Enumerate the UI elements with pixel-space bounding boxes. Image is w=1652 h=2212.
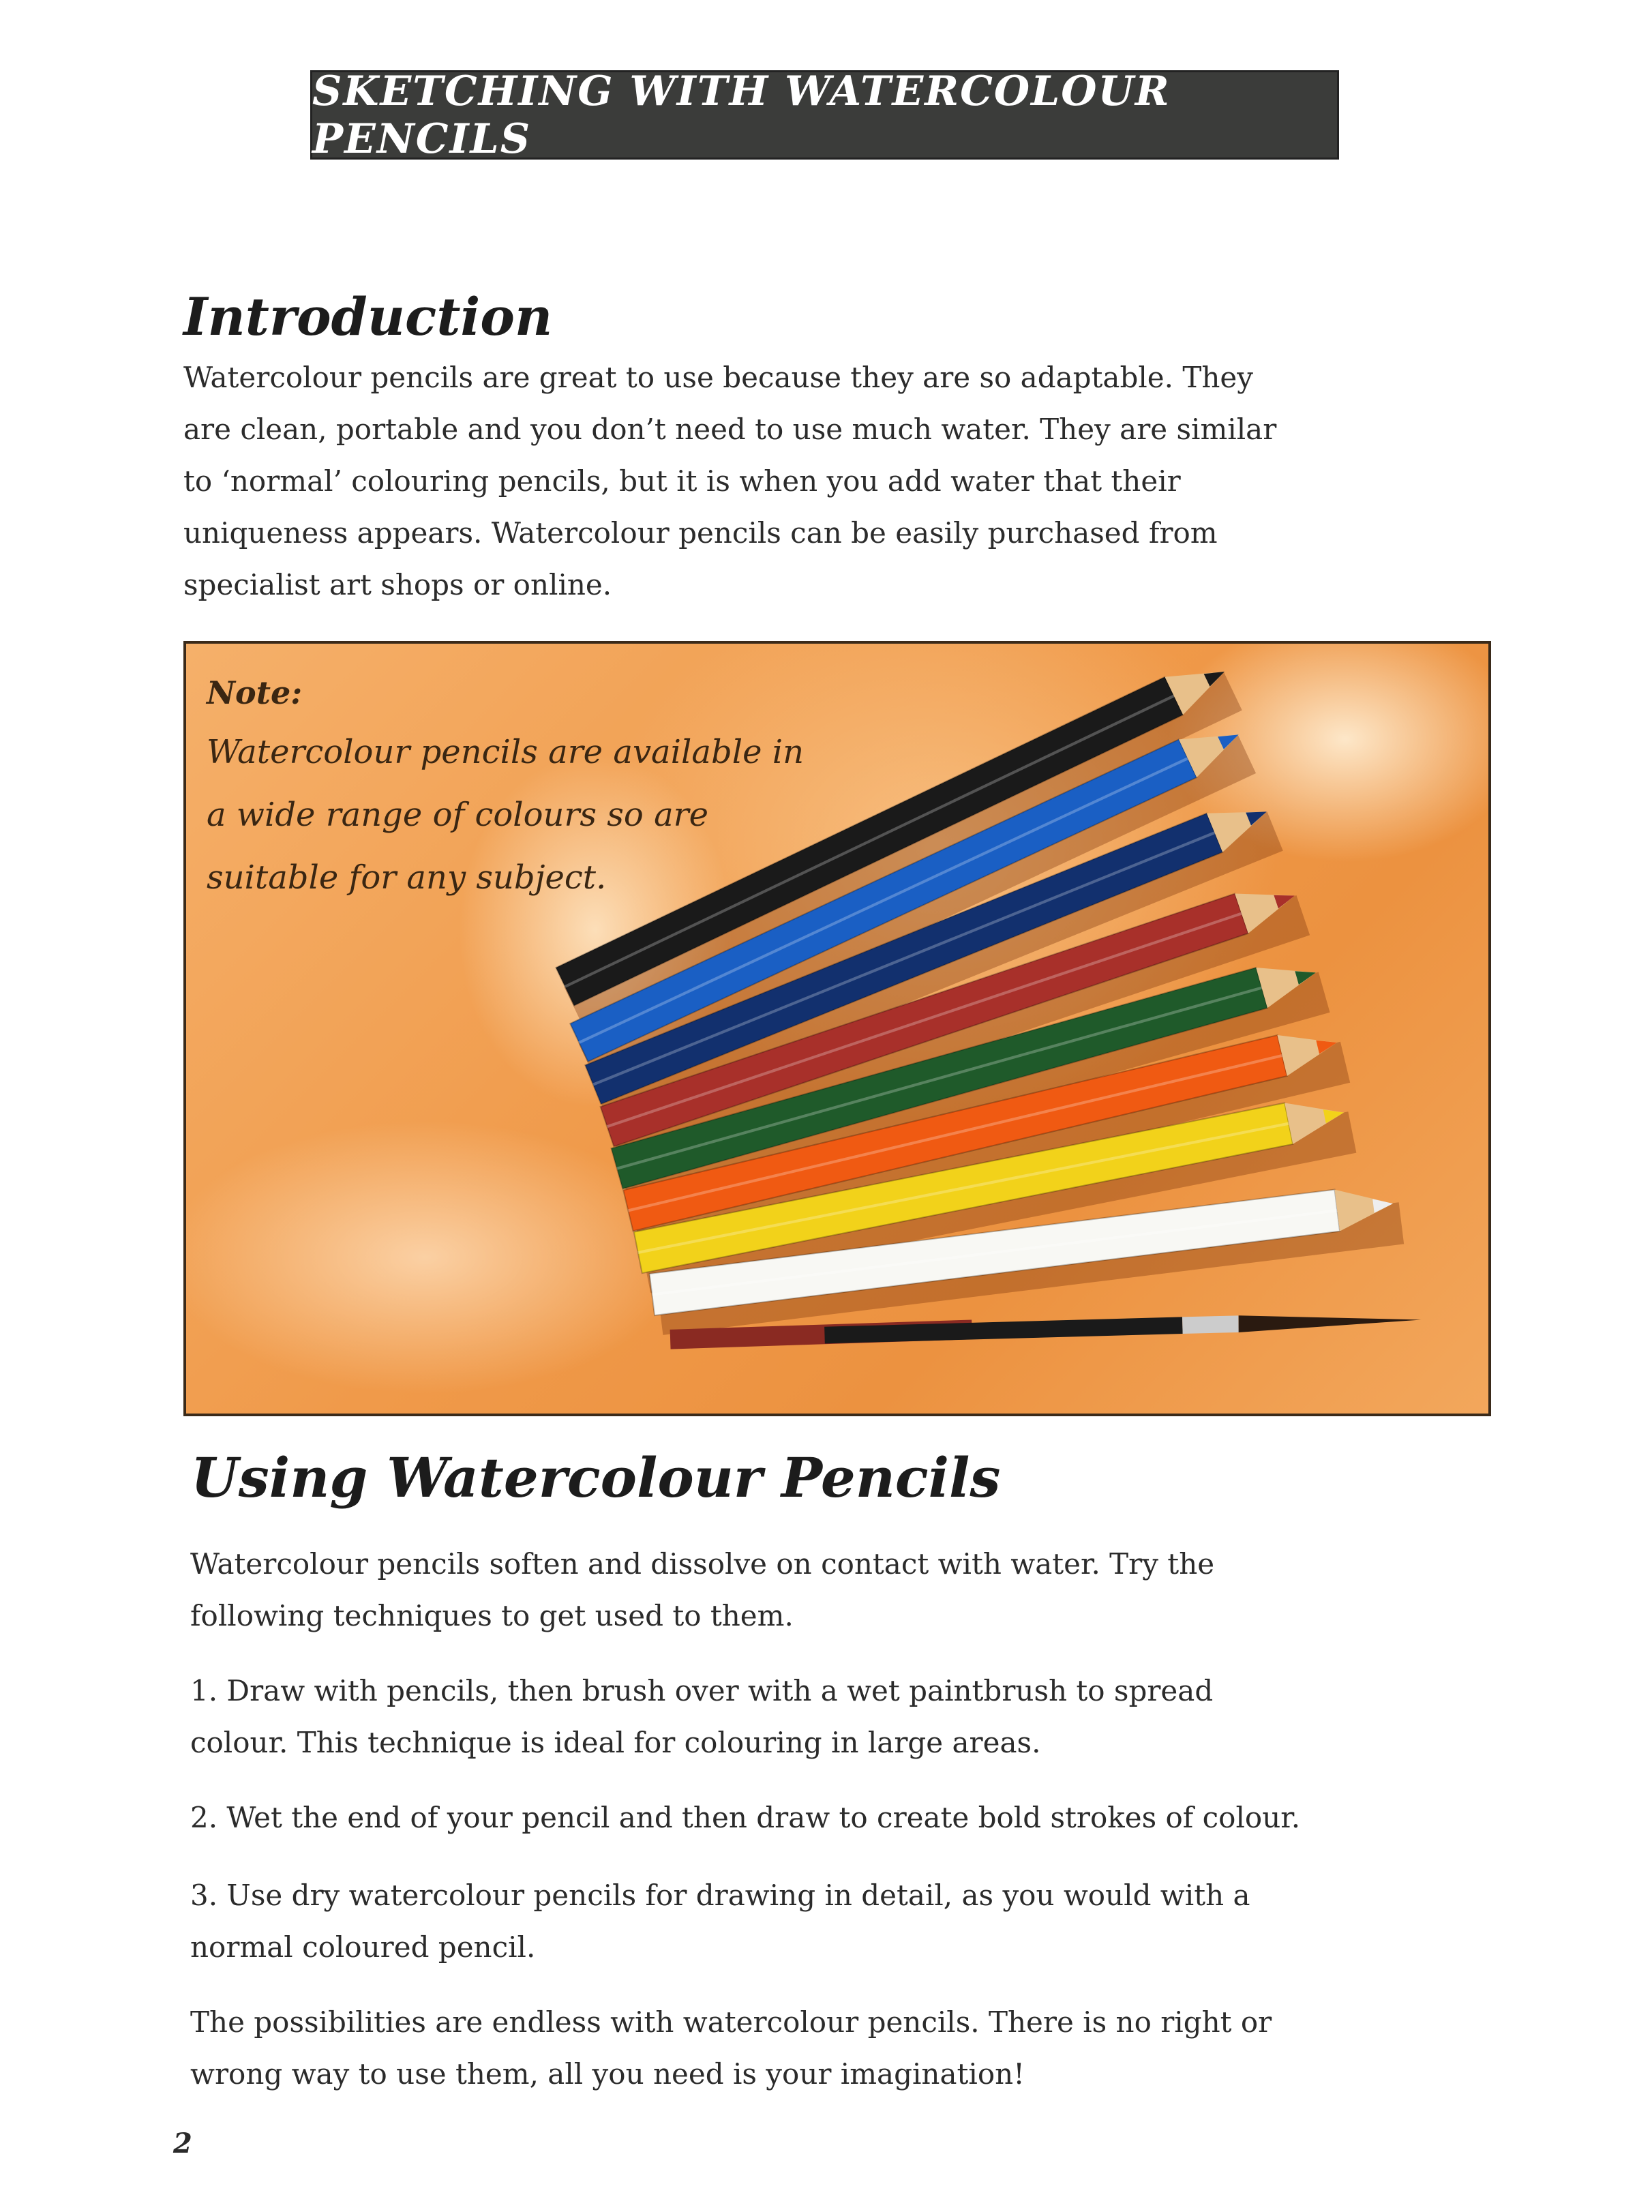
text-line: Watercolour pencils soften and dissolve on contact with water. Try the: [190, 1547, 1215, 1581]
note-line: Watercolour pencils are available in: [207, 733, 804, 771]
paintbrush-handle-dark: [824, 1326, 1182, 1335]
note-line: a wide range of colours so are: [207, 796, 709, 834]
intro-heading: Introduction: [183, 286, 553, 347]
using-intro: [190, 1538, 1214, 1642]
text-line: normal coloured pencil.: [190, 1930, 536, 1964]
step-3: [190, 1870, 1250, 1973]
intro-paragraph: [183, 352, 1276, 611]
text-line: specialist art shops or online.: [183, 568, 612, 601]
section-title-banner: [310, 67, 1339, 163]
note-line: suitable for any subject.: [207, 858, 607, 897]
pencils-photo: [183, 641, 1491, 1416]
text-line: wrong way to use them, all you need is your imagination!: [190, 2057, 1025, 2091]
closing-paragraph: [190, 1997, 1272, 2100]
text-line: colour. This technique is ideal for colouring in large areas.: [190, 1726, 1041, 1759]
text-line: 2. Wet the end of your pencil and then draw to create bold strokes of colour.: [190, 1801, 1301, 1834]
note-title: Note:: [207, 674, 303, 711]
text-line: The possibilities are endless with watercolour pencils. There is no right or: [190, 2005, 1272, 2039]
text-line: 3. Use dry watercolour pencils for drawing in detail, as you would with a: [190, 1879, 1250, 1912]
paintbrush-ferrule: [1182, 1324, 1238, 1326]
section-title: SKETCHING WITH WATERCOLOUR PENCILS: [312, 67, 1171, 163]
step-1: [190, 1665, 1213, 1769]
text-line: following techniques to get used to them.: [190, 1599, 794, 1632]
using-heading: Using Watercolour Pencils: [191, 1446, 1001, 1510]
text-line: 1. Draw with pencils, then brush over with a wet paintbrush to spread: [190, 1674, 1214, 1707]
text-line: Watercolour pencils are great to use because they are so adaptable. They: [183, 361, 1253, 394]
paintbrush-bristles: [1239, 1315, 1422, 1332]
text-line: uniqueness appears. Watercolour pencils can be easily purchased from: [183, 516, 1218, 550]
note-box: [207, 674, 804, 909]
page-number: 2: [173, 2127, 192, 2159]
step-2: [190, 1792, 1300, 1844]
text-line: are clean, portable and you don’t need to use much water. They are similar: [183, 413, 1277, 446]
text-line: to ‘normal’ colouring pencils, but it is when you add water that their: [183, 464, 1181, 498]
